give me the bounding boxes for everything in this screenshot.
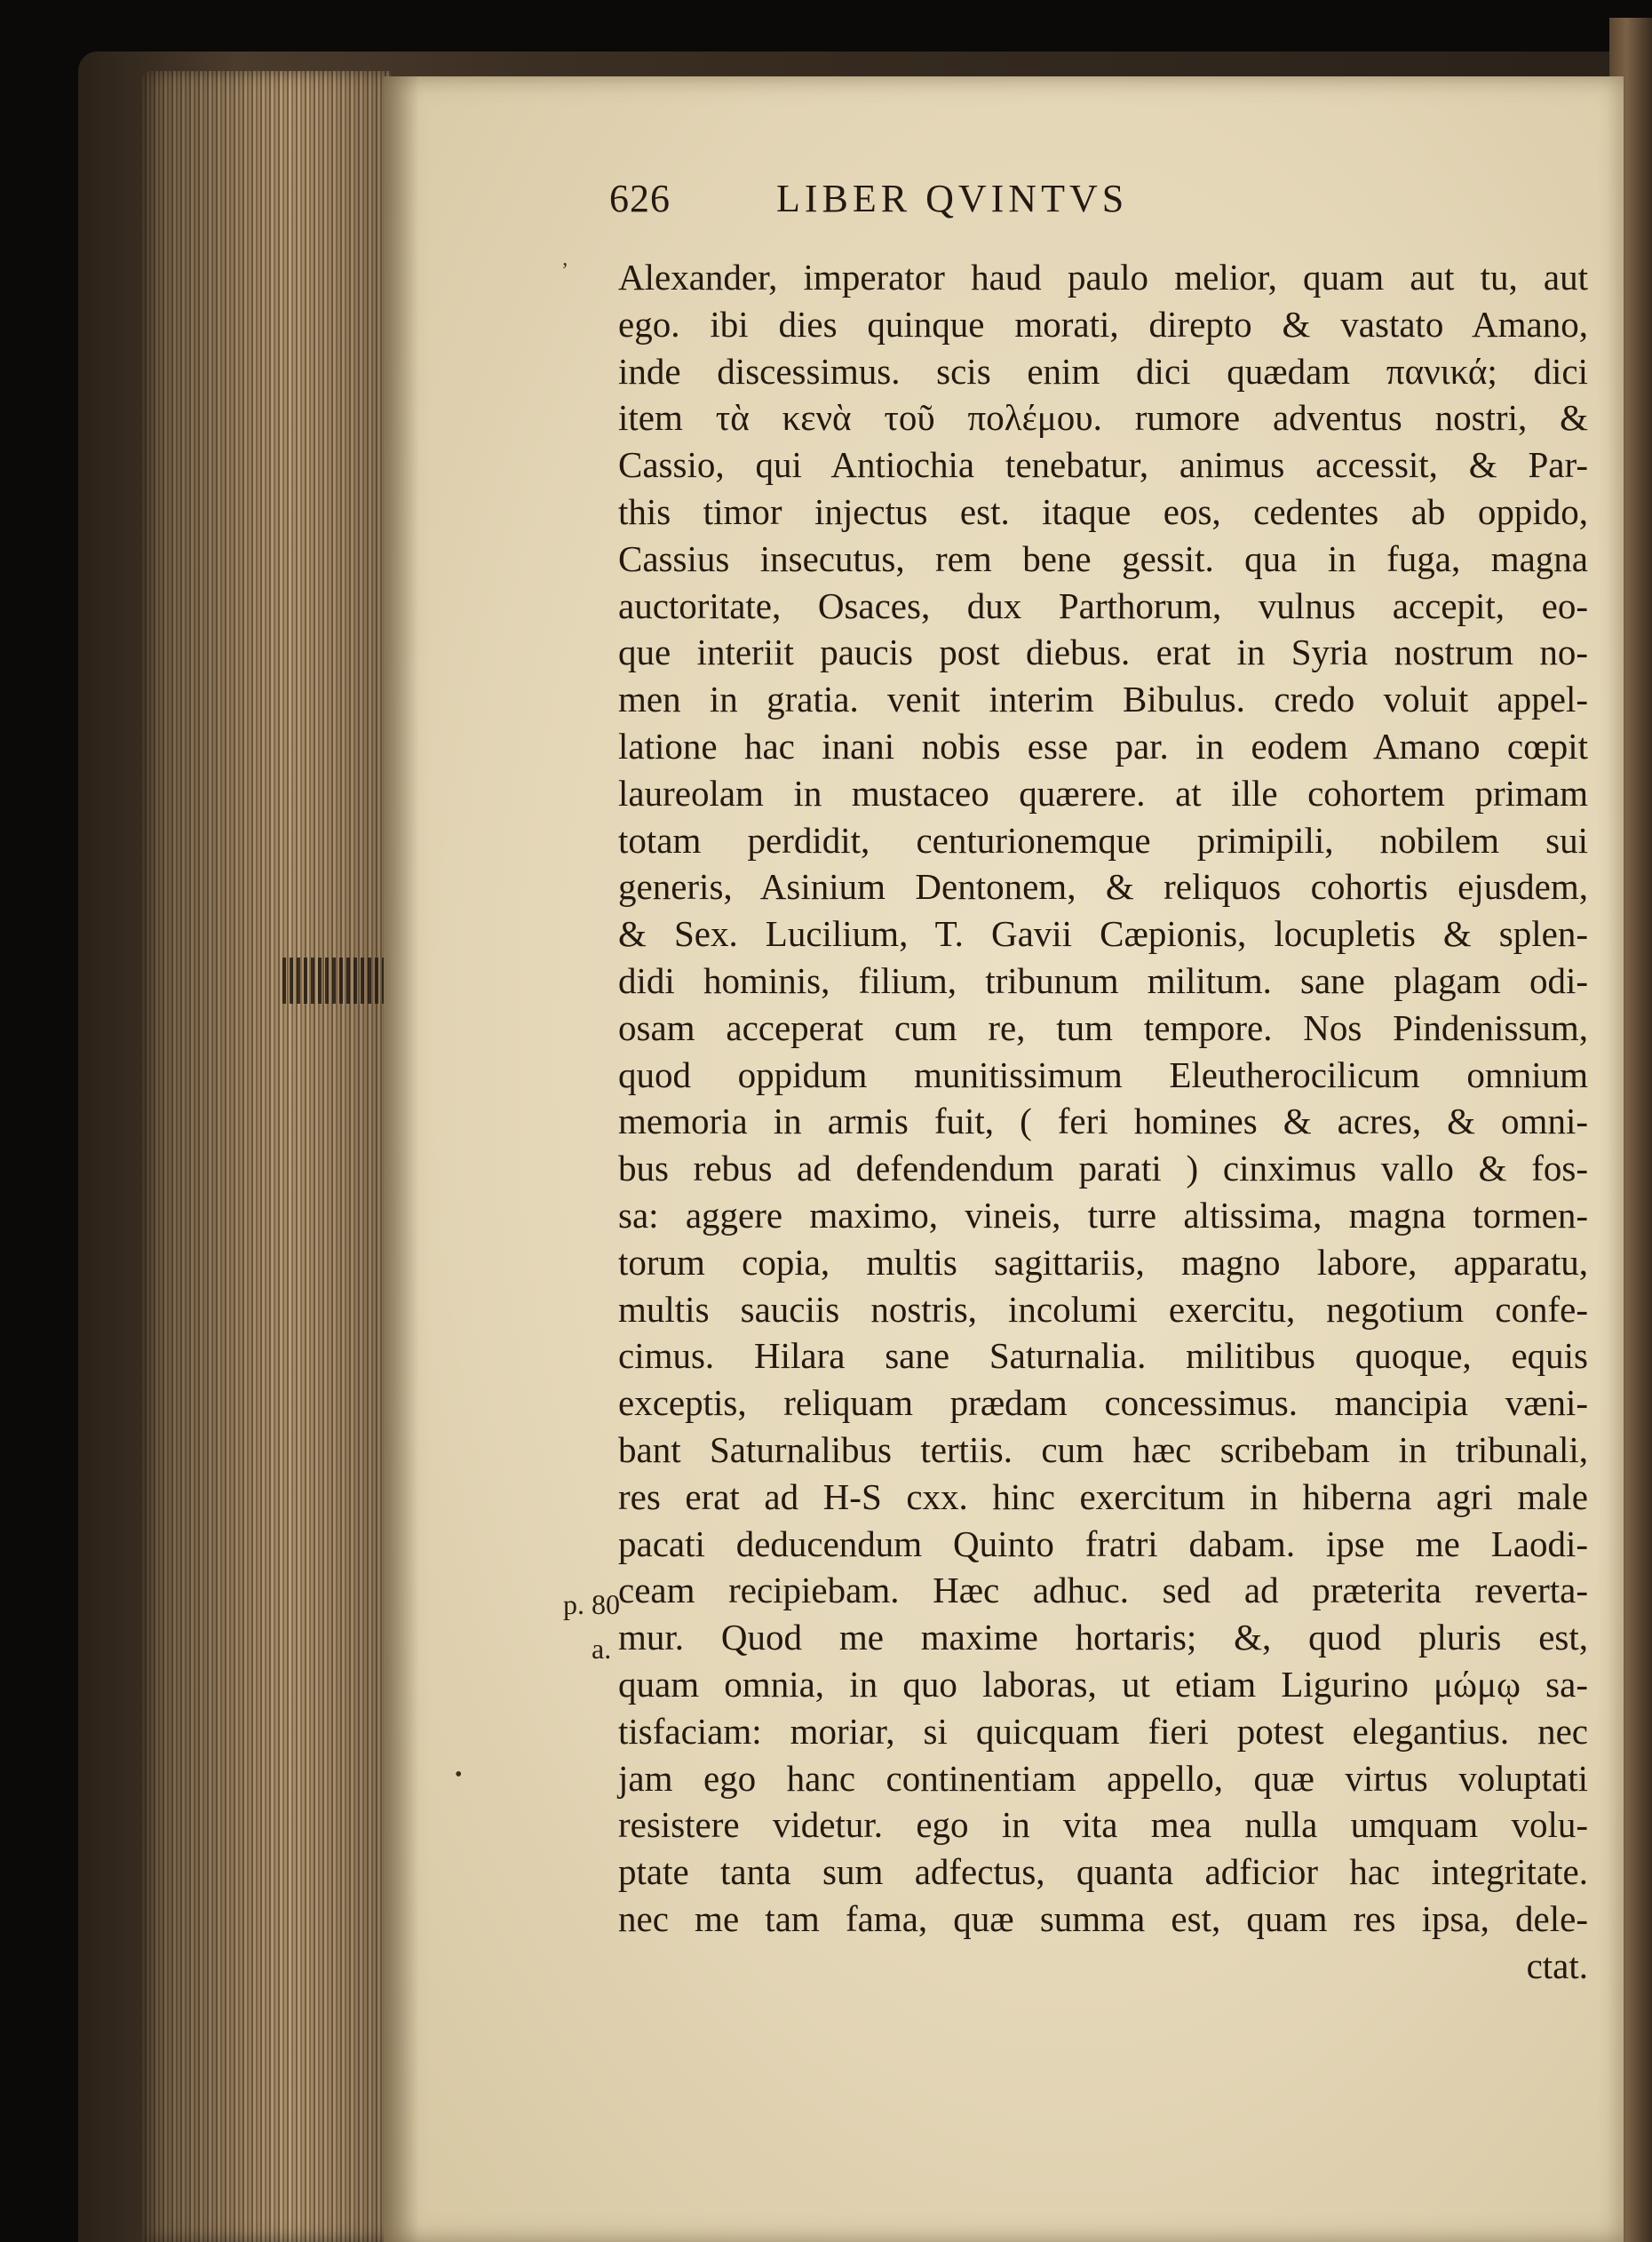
- text-line: resistere videtur. ego in vita mea nulla umquam volu-: [618, 1804, 1588, 1846]
- page-edges-shadow: [142, 71, 391, 2242]
- text-line: ptate tanta sum adfectus, quanta adficior hac integritate.: [618, 1851, 1588, 1893]
- text-line: tisfaciam: moriar, si quicquam fieri potest elegantius. nec: [618, 1710, 1588, 1752]
- text-line: totam perdidit, centurionemque primipili, nobilem sui: [618, 819, 1588, 861]
- text-line: quod oppidum munitissimum Eleutherocilicum omnium: [618, 1053, 1588, 1095]
- text-line: bus rebus ad defendendum parati ) cinximus vallo & fos-: [618, 1148, 1588, 1189]
- gutter-shadow: [384, 76, 419, 2242]
- text-line: bant Saturnalibus tertiis. cum hæc scribebam in tribunali,: [618, 1428, 1588, 1470]
- text-line: torum copia, multis sagittariis, magno labore, apparatu,: [618, 1241, 1588, 1283]
- body-text: [618, 254, 1588, 1989]
- text-line: sa: aggere maximo, vineis, turre altissima, magna tormen-: [618, 1194, 1588, 1236]
- margin-page-reference: p. 80: [563, 1588, 620, 1620]
- margin-tick: ʼ: [561, 259, 568, 282]
- text-line: jam ego hanc continentiam appello, quæ virtus voluptati: [618, 1757, 1588, 1799]
- text-line: cimus. Hilara sane Saturnalia. militibus quoque, equis: [618, 1335, 1588, 1377]
- text-line: inde discessimus. scis enim dici quædam πανικά; dici: [618, 350, 1588, 392]
- text-line: quam omnia, in quo laboras, ut etiam Ligurino μώμῳ sa-: [618, 1663, 1588, 1705]
- text-line: res erat ad H-S cxx. hinc exercitum in hiberna agri male: [618, 1475, 1588, 1517]
- text-line: memoria in armis fuit, ( feri homines & acres, & omni-: [618, 1101, 1588, 1142]
- text-line: item τὰ κενὰ τοῦ πολέμου. rumore adventus nostri, &: [618, 397, 1588, 439]
- page-number: 626: [609, 177, 671, 220]
- text-line: men in gratia. venit interim Bibulus. credo voluit appel-: [618, 679, 1588, 720]
- text-line: nec me tam fama, quæ summa est, quam res ipsa, dele-: [618, 1897, 1588, 1939]
- margin-dot: •: [455, 1763, 463, 1786]
- margin-page-reference-sub: a.: [592, 1633, 612, 1665]
- running-head: LIBER QVINTVS: [776, 177, 1129, 220]
- text-line: generis, Asinium Dentonem, & reliquos cohortis ejusdem,: [618, 866, 1588, 908]
- text-line: auctoritate, Osaces, dux Parthorum, vulnus accepit, eo-: [618, 584, 1588, 626]
- text-line: didi hominis, filium, tribunum militum. sane plagam odi-: [618, 959, 1588, 1001]
- text-line: mur. Quod me maxime hortaris; &, quod pluris est,: [618, 1617, 1588, 1658]
- text-line: osam acceperat cum re, tum tempore. Nos Pindenissum,: [618, 1006, 1588, 1048]
- text-line: multis sauciis nostris, incolumi exercitu, negotium confe-: [618, 1288, 1588, 1330]
- text-line: Cassio, qui Antiochia tenebatur, animus accessit, & Par-: [618, 444, 1588, 486]
- text-line: this timor injectus est. itaque eos, cedentes ab oppido,: [618, 490, 1588, 532]
- text-line: ctat.: [1526, 1944, 1588, 1986]
- text-line: que interiit paucis post diebus. erat in Syria nostrum no-: [618, 632, 1588, 673]
- text-line: ego. ibi dies quinque morati, direpto & vastato Amano,: [618, 303, 1588, 345]
- text-line: & Sex. Lucilium, T. Gavii Cæpionis, locupletis & splen-: [618, 913, 1588, 955]
- text-line: exceptis, reliquam prædam concessimus. mancipia væni-: [618, 1382, 1588, 1424]
- text-line: latione hac inani nobis esse par. in eodem Amano cœpit: [618, 725, 1588, 767]
- text-line: Alexander, imperator haud paulo melior, quam aut tu, aut: [618, 257, 1588, 298]
- text-line: laureolam in mustaceo quærere. at ille cohortem primam: [618, 772, 1588, 814]
- ink-blot: [282, 958, 393, 1004]
- text-line: pacati deducendum Quinto fratri dabam. ipse me Laodi-: [618, 1522, 1588, 1564]
- text-line: Cassius insecutus, rem bene gessit. qua in fuga, magna: [618, 537, 1588, 579]
- text-line: ceam recipiebam. Hæc adhuc. sed ad præterita reverta-: [618, 1570, 1588, 1611]
